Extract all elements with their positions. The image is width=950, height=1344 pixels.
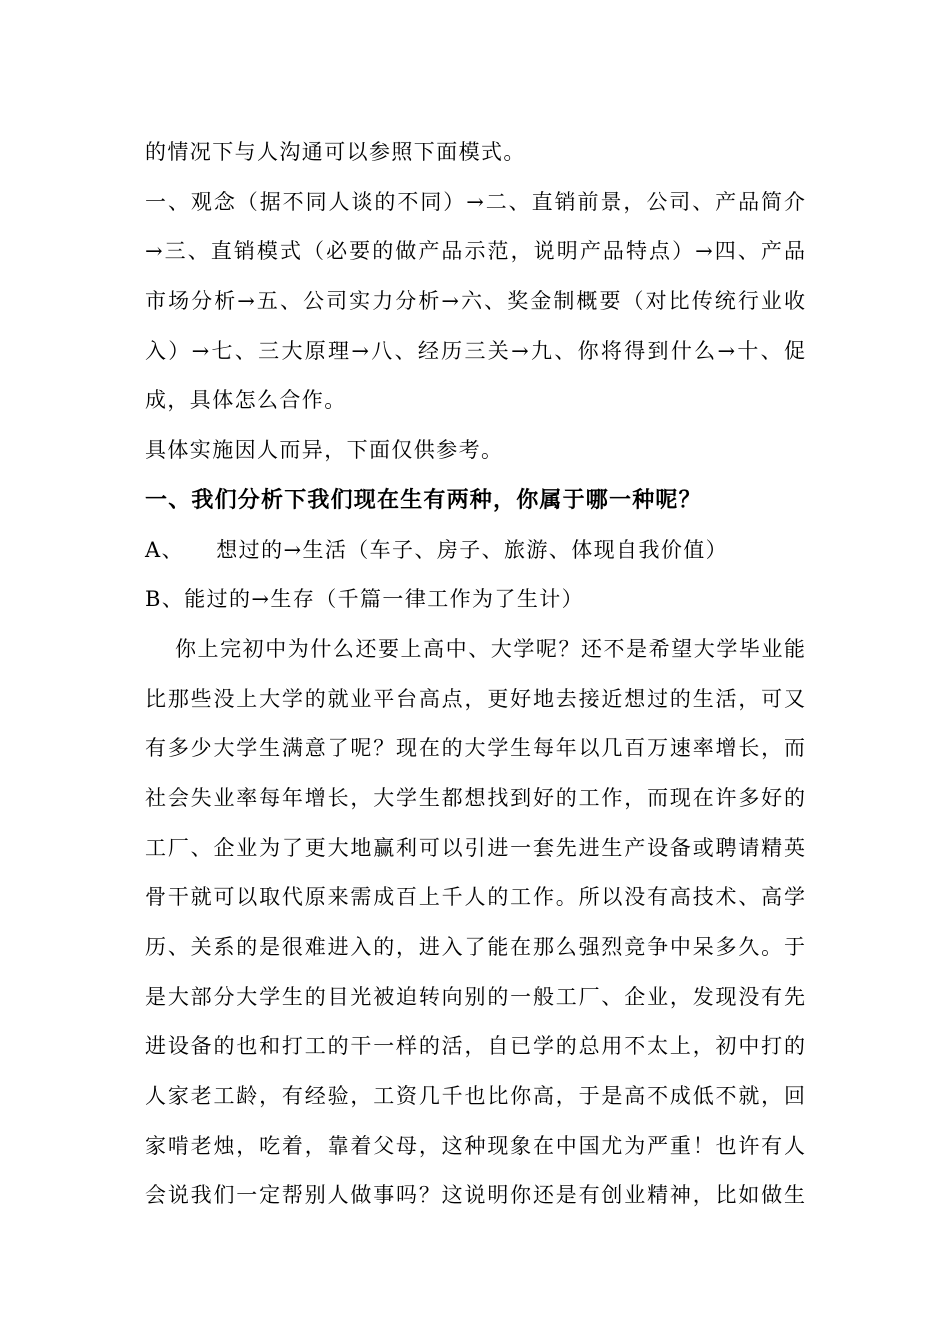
text-line: 成，具体怎么合作。 [145, 388, 347, 412]
text-line: A、 想过的→生活（车子、房子、旅游、体现自我价值） [145, 538, 729, 562]
text-line: →三、直销模式（必要的做产品示范，说明产品特点）→四、产品 [145, 239, 805, 263]
section-heading: 一、我们分析下我们现在生有两种，你属于哪一种呢？ [145, 487, 702, 513]
text-line: 社会失业率每年增长，大学生都想找到好的工作，而现在许多好的 [145, 786, 805, 810]
text-line: 一、观念（据不同人谈的不同）→二、直销前景，公司、产品简介 [145, 190, 805, 214]
paragraph-first-line: 你上完初中为什么还要上高中、大学呢？还不是希望大学毕业能 [175, 637, 805, 661]
text-line: 骨干就可以取代原来需成百上千人的工作。所以没有高技术、高学 [145, 885, 805, 909]
text-line: 有多少大学生满意了呢？现在的大学生每年以几百万速率增长，而 [145, 736, 805, 760]
text-line: 比那些没上大学的就业平台高点，更好地去接近想过的生活，可又 [145, 687, 805, 711]
text-line: 人家老工龄，有经验，工资几千也比你高，于是高不成低不就，回 [145, 1084, 805, 1108]
text-line: 家啃老烛，吃着，靠着父母，这种现象在中国尤为严重！也许有人 [145, 1134, 805, 1158]
text-line: 的情况下与人沟通可以参照下面模式。 [145, 140, 526, 164]
text-line: 具体实施因人而异，下面仅供参考。 [145, 438, 504, 462]
text-line: 是大部分大学生的目光被迫转向别的一般工厂、企业，发现没有先 [145, 985, 805, 1009]
text-line: 会说我们一定帮别人做事吗？这说明你还是有创业精神，比如做生 [145, 1183, 805, 1207]
text-line: B、能过的→生存（千篇一律工作为了生计） [145, 587, 585, 611]
text-line: 历、关系的是很难进入的，进入了能在那么强烈竞争中呆多久。于 [145, 935, 805, 959]
text-line: 入）→七、三大原理→八、经历三关→九、你将得到什么→十、促 [145, 339, 805, 363]
text-line: 工厂、企业为了更大地赢利可以引进一套先进生产设备或聘请精英 [145, 836, 805, 860]
text-line: 市场分析→五、公司实力分析→六、奖金制概要（对比传统行业收 [145, 289, 805, 313]
text-line: 进设备的也和打工的干一样的活，自已学的总用不太上，初中打的 [145, 1034, 805, 1058]
